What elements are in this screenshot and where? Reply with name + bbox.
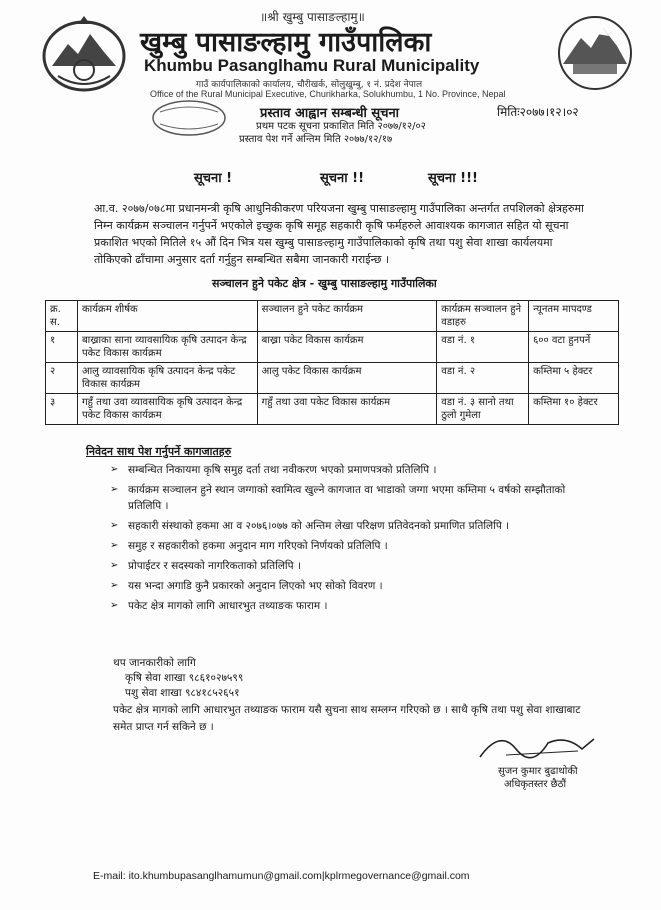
contact-heading: थप जानकारीको लागि [113,657,196,669]
table-cell: कम्तिमा १० हेक्टर [529,394,619,425]
list-item [110,518,580,534]
header-sn: क्र. स. [46,301,78,332]
table-cell: बाख्राका साना व्यावसायिक कृषि उत्पादन केन्द्र पकेट विकास कार्यक्रम [77,332,257,363]
list-item [110,482,580,514]
notice-paragraph: आ.व. २०७७/०७८मा प्रधानमन्त्री कृषि आधुनिकीकरण परियजना खुम्बु पासाङल्हामु गाउँपालिका अन्तर्गत तपशिलको क्षेत्रहरुमा निम्न कार्यक्रम सञ्चालन गर्नुपर्ने भएकोले इच्छुक कृषि समूह सहकारी कृषि फर्महरुले आवाश्यक कागजात सहित यो सूचना प्रकाशित भएको मितिले १५ औं दिन भित्र यस खुम्बु पासाङल्हामु गाउँपालिकाको कृषि तथा पशु सेवा शाखा कार्यलयमा तोकिएको ढाँचामा अनुसार दर्ता गर्नुहुन सम्बन्धित सबैमा जानकारी गराईन्छ । [94,202,584,266]
table-cell: आलु व्यावसायिक कृषि उत्पादन केन्द्र पकेट विकास कार्यक्रम [77,363,257,394]
table-row [46,394,619,425]
table-cell: बाख्रा पकेट विकास कार्यक्रम [257,332,437,363]
list-item-text: सहकारी संस्थाको हकमा आ व २०७६।०७७ को अन्तिम लेखा परिक्षण प्रतिवेदनको प्रमाणित प्रतिलिपि । [128,520,510,532]
table-cell: वडा नं. १ [437,332,529,363]
table-cell: १ [46,332,78,363]
arrow-bullet-icon: ➢ [110,600,119,611]
livestock-service-contact: पशु सेवा शाखा ९८४१८५२६५१ [125,687,240,699]
header-pocket-program: सञ्चालन हुने पकेट कार्यक्रम [257,301,437,332]
table-cell: वडा नं. ३ सानो तथा ठुलो गुमेला [437,394,529,425]
office-address-nepali: गाउँ कार्यपालिकाको कार्यालय, चौरीखर्क, सोलुखुम्बु, १ नं. प्रदेश नेपाल [196,80,423,90]
list-item-text: समुह र सहकारीको हकमा अनुदान माग गरिएको निर्णयको प्रतिलिपि । [128,540,388,552]
table-row [46,332,619,363]
arrow-bullet-icon: ➢ [110,484,119,495]
table-cell: २ [46,363,78,394]
table-cell: ६०० वटा हुनपर्ने [529,332,619,363]
nepal-emblem-logo [38,14,130,94]
contact-block [113,656,243,701]
list-item-text: कार्यक्रम सञ्चालन हुने स्थान जग्गाको स्वामित्व खुल्ने कागजात वा भाडाको जग्गा भएमा कम्तिमा ५ वर्षको सम्झौताको प्रतिलिपि । [128,484,566,512]
documents-list [110,462,580,618]
list-item-text: सम्बन्धित निकायमा कृषि समुह दर्ता तथा नवीकरण भएको प्रमाणपत्रको प्रतिलिपि । [128,464,437,476]
list-item [110,462,580,478]
table-cell: आलु पकेट विकास कार्यक्रम [257,363,437,394]
header-wards: कार्यक्रम सञ्चालन हुने वडाहरु [437,301,529,332]
list-item-text: प्रोपाईटर र सदस्यको नागरिकताको प्रतिलिपि । [128,560,301,572]
table-cell: वडा नं. २ [437,363,529,394]
official-stamp [150,98,228,138]
table-title: सञ्चालन हुने पकेट क्षेत्र - खुम्बु पासाङल्हामु गाउँपालिका [212,277,437,290]
closing-paragraph: पकेट क्षेत्र मागको लागि आधारभुत तथ्याङक फाराम यसै सुचना साथ सम्लग्न गरिएको छ । साथै कृषि तथा पशु सेवा शाखाबाट समेत प्राप्त गर्न सकिने छ । [113,704,581,733]
arrow-bullet-icon: ➢ [110,540,119,551]
table-cell: गहुँ तथा उवा पकेट विकास कार्यक्रम [257,394,437,425]
list-item [110,598,580,614]
table-header-row [46,301,619,332]
list-item [110,578,580,594]
header-minimum-criteria: न्यूनतम मापदण्ड [529,301,619,332]
table-cell: कम्तिमा ५ हेक्टर [529,363,619,394]
signatory-name: सुजन कुमार बुढाथोकी [498,766,578,777]
list-item [110,538,580,554]
notice-date: मितिः२०७७।१२।०२ [497,105,579,119]
table-cell: ३ [46,394,78,425]
arrow-bullet-icon: ➢ [110,560,119,571]
agri-service-contact: कृषि सेवा शाखा ९८६१०२७५९९ [125,672,244,684]
notice-word-3: सूचना !!! [428,171,478,186]
header-top-line: ॥श्री खुम्बु पासाङल्हामु॥ [260,10,365,24]
municipality-title-english: Khumbu Pasanglhamu Rural Municipality [144,56,480,75]
municipality-title-nepali: खुम्बु पासाङल्हामु गाउँपालिका [140,27,432,58]
signatory-title: अधिकृतस्तर छैठौं [504,779,567,790]
arrow-bullet-icon: ➢ [110,520,119,531]
published-date: प्रथम पटक सूचना प्रकाशित मिति २०७७/१२/०२ [256,121,426,132]
pocket-program-table [45,300,619,425]
notice-subject: प्रस्ताव आह्वान सम्बन्धी सूचना [260,106,400,121]
notice-word-1: सूचना ! [194,171,233,186]
footer-email: E-mail: ito.khumbupasanglhamumun@gmail.com|kplrmegovernance@gmail.com [93,870,470,882]
office-address-english: Office of the Rural Municipal Executive, Churikharka, Solukhumbu, 1 No. Province, Nepal [150,89,506,99]
list-item [110,558,580,574]
municipality-logo [553,14,637,92]
last-submission-date: प्रस्ताव पेश गर्ने अन्तिम मिति २०७७/१२/१७ [239,134,393,145]
table-row [46,363,619,394]
documents-heading: निवेदन साथ पेश गर्नुपर्ने कागजातहरु [86,445,232,458]
arrow-bullet-icon: ➢ [110,464,119,475]
arrow-bullet-icon: ➢ [110,580,119,591]
list-item-text: यस भन्दा अगाडि कुनै प्रकारको अनुदान लिएको भए सोको विवरण । [128,580,383,592]
list-item-text: पकेट क्षेत्र मागको लागि आधारभुत तथ्याङक फाराम । [128,600,328,612]
header-program-title: कार्यक्रम शीर्षक [77,301,257,332]
handwritten-signature [470,725,600,765]
notice-word-2: सूचना !! [320,171,365,186]
table-cell: गहुँ तथा उवा व्यावसायिक कृषि उत्पादन केन्द्र पकेट विकास कार्यक्रम [77,394,257,425]
